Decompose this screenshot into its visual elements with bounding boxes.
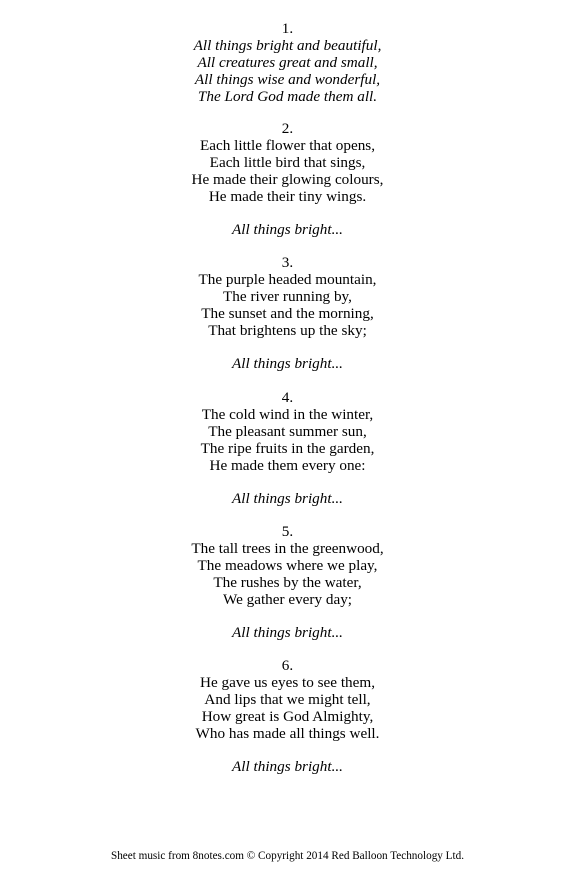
verse-line: We gather every day;: [222, 591, 353, 608]
verse-line: All things wise and wonderful,: [194, 71, 381, 88]
verse-line: The Lord God made them all.: [197, 88, 378, 105]
verse-line: He made them every one:: [209, 457, 366, 474]
refrain-line: All things bright...: [232, 355, 343, 372]
verse-number: 2.: [281, 120, 294, 137]
verse-line: He made their tiny wings.: [208, 188, 367, 205]
verse-line: The meadows where we play,: [197, 557, 378, 574]
verse-5: [0, 523, 575, 608]
verse-line: The sunset and the morning,: [201, 305, 374, 322]
verse-line: All creatures great and small,: [197, 54, 378, 71]
verse-number: 4.: [281, 389, 294, 406]
verse-line: And lips that we might tell,: [204, 691, 371, 708]
verse-3: [0, 254, 575, 339]
refrain-line: All things bright...: [232, 221, 343, 238]
verse-2: [0, 120, 575, 205]
verse-line: Each little flower that opens,: [199, 137, 376, 154]
refrain-line: All things bright...: [232, 758, 343, 775]
refrain-1: [0, 221, 575, 238]
verse-line: The cold wind in the winter,: [201, 406, 374, 423]
verse-line: He gave us eyes to see them,: [199, 674, 376, 691]
verse-number: 6.: [281, 657, 294, 674]
verse-line: The tall trees in the greenwood,: [191, 540, 384, 557]
refrain-4: [0, 624, 575, 641]
verse-line: Who has made all things well.: [195, 725, 380, 742]
copyright-footer: Sheet music from 8notes.com © Copyright 2014 Red Balloon Technology Ltd.: [110, 850, 465, 862]
verse-number: 3.: [281, 254, 294, 271]
verse-line: The pleasant summer sun,: [208, 423, 367, 440]
refrain-line: All things bright...: [232, 624, 343, 641]
verse-line: The river running by,: [223, 288, 352, 305]
refrain-line: All things bright...: [232, 490, 343, 507]
verse-line: The purple headed mountain,: [198, 271, 377, 288]
refrain-3: [0, 490, 575, 507]
verse-1: [0, 20, 575, 105]
verse-number: 1.: [281, 20, 294, 37]
refrain-2: [0, 355, 575, 372]
verse-line: Each little bird that sings,: [209, 154, 366, 171]
verse-number: 5.: [281, 523, 294, 540]
verse-line: The ripe fruits in the garden,: [200, 440, 375, 457]
verse-line: How great is God Almighty,: [201, 708, 374, 725]
verse-4: [0, 389, 575, 474]
verse-line: All things bright and beautiful,: [193, 37, 382, 54]
verse-line: The rushes by the water,: [213, 574, 362, 591]
refrain-5: [0, 758, 575, 775]
verse-line: That brightens up the sky;: [208, 322, 367, 339]
verse-6: [0, 657, 575, 742]
verse-line: He made their glowing colours,: [191, 171, 384, 188]
